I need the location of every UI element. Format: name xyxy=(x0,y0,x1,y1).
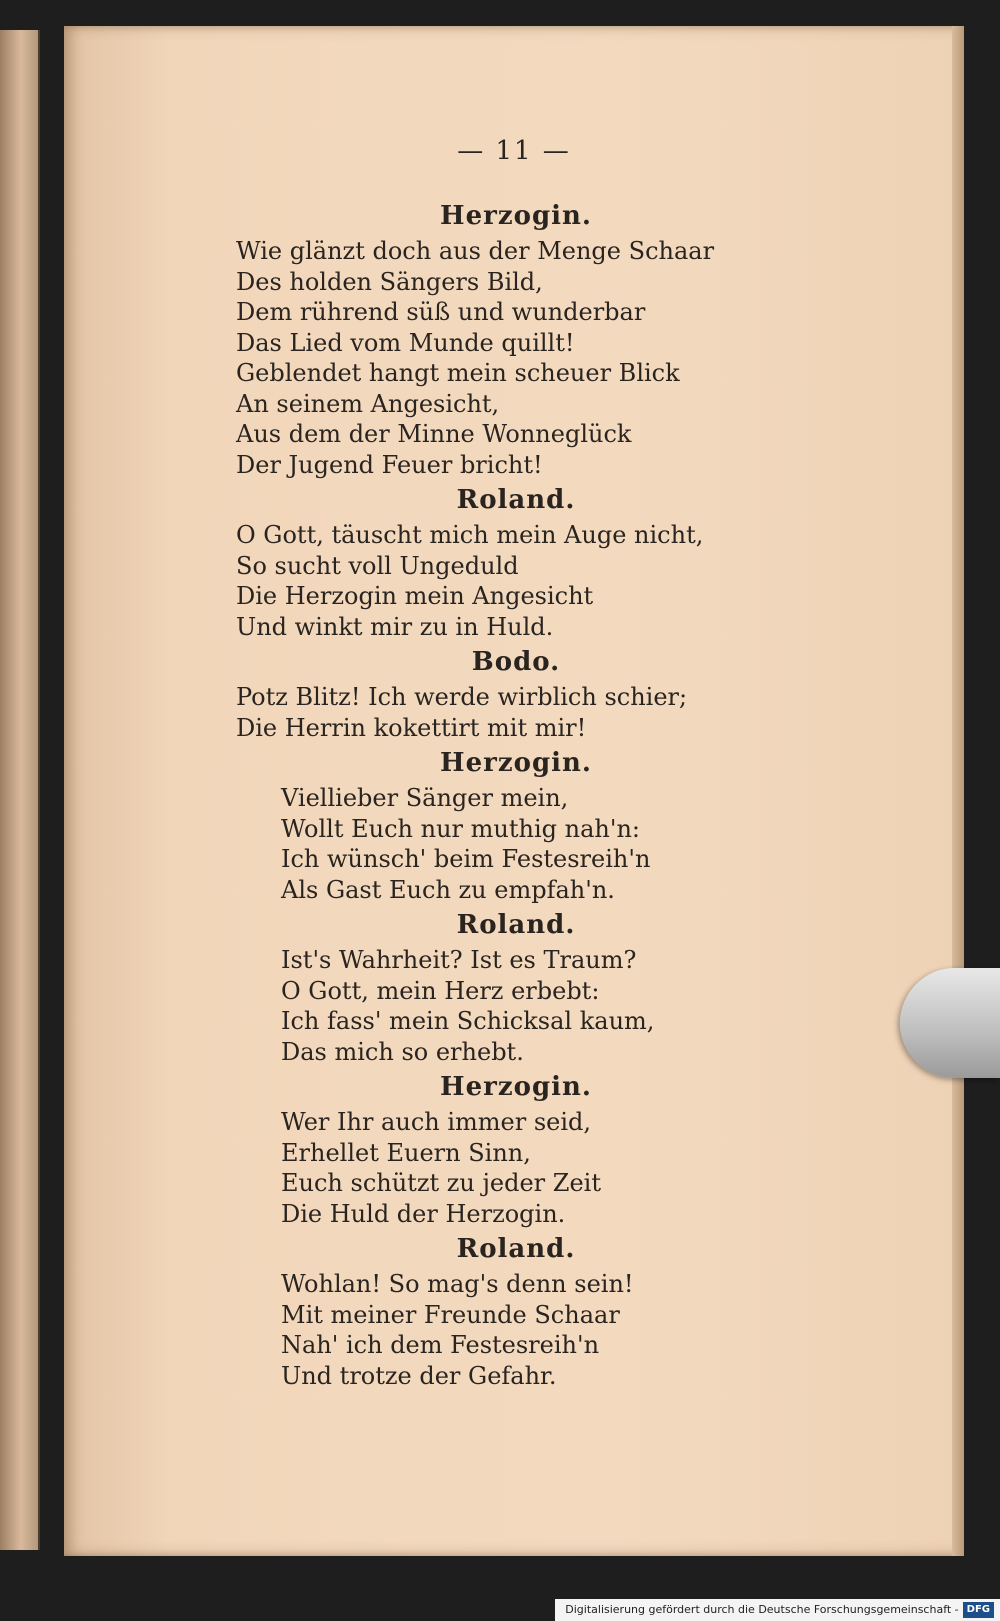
footer-text: Digitalisierung gefördert durch die Deutsche Forschungsgemeinschaft - xyxy=(565,1603,959,1616)
bookmark-tab xyxy=(900,968,1000,1078)
speaker-name: Roland. xyxy=(456,910,576,940)
footer-credit xyxy=(555,1599,1000,1621)
verse-line: Als Gast Euch zu empfah'n. xyxy=(281,875,615,904)
verse-line: Wohlan! So mag's denn sein! xyxy=(281,1270,634,1298)
verse-line: So sucht voll Ungeduld xyxy=(236,551,519,580)
previous-page-edge xyxy=(0,30,40,1550)
speaker-name: Herzogin. xyxy=(440,748,592,778)
verse-line: Ich fass' mein Schicksal kaum, xyxy=(281,1007,655,1035)
speaker-name: Roland. xyxy=(456,485,576,515)
book-page xyxy=(64,26,964,1556)
verse-line: Ich wünsch' beim Festesreih'n xyxy=(281,845,651,873)
verse-line: Des holden Sängers Bild, xyxy=(236,267,543,296)
speaker-name: Roland. xyxy=(456,1234,576,1264)
verse-line: Erhellet Euern Sinn, xyxy=(281,1138,531,1167)
verse-line: Wollt Euch nur muthig nah'n: xyxy=(281,814,640,843)
verse-line: Und trotze der Gefahr. xyxy=(281,1361,557,1390)
verse-line: An seinem Angesicht, xyxy=(236,389,500,418)
verse-line: Die Herrin kokettirt mit mir! xyxy=(236,713,587,742)
verse-line: Nah' ich dem Festesreih'n xyxy=(281,1331,600,1359)
verse-line: Geblendet hangt mein scheuer Blick xyxy=(236,359,680,387)
verse-line: Der Jugend Feuer bricht! xyxy=(236,450,543,479)
speaker-name: Bodo. xyxy=(471,647,561,677)
verse-line: Wer Ihr auch immer seid, xyxy=(281,1108,592,1136)
verse-line: O Gott, mein Herz erbebt: xyxy=(281,976,600,1005)
verse-line: Das mich so erhebt. xyxy=(281,1037,524,1066)
verse-line: Viellieber Sänger mein, xyxy=(281,784,569,812)
verse-line: Dem rührend süß und wunderbar xyxy=(236,298,646,326)
verse-line: Und winkt mir zu in Huld. xyxy=(236,612,554,641)
verse-line: Potz Blitz! Ich werde wirblich schier; xyxy=(236,683,688,711)
speaker-name: Herzogin. xyxy=(440,1072,592,1102)
verse-line: Das Lied vom Munde quillt! xyxy=(236,328,575,357)
verse-line: Die Herzogin mein Angesicht xyxy=(236,582,594,610)
verse-line: Ist's Wahrheit? Ist es Traum? xyxy=(281,946,637,974)
verse-line: O Gott, täuscht mich mein Auge nicht, xyxy=(236,521,704,549)
verse-line: Mit meiner Freunde Schaar xyxy=(281,1300,620,1329)
dfg-logo: DFG xyxy=(963,1602,994,1618)
verse-line: Euch schützt zu jeder Zeit xyxy=(281,1169,601,1197)
verse-line: Die Huld der Herzogin. xyxy=(281,1199,566,1228)
verse-line: Wie glänzt doch aus der Menge Schaar xyxy=(236,237,715,265)
page-number: — 11 — xyxy=(457,136,571,166)
page-edge xyxy=(952,26,964,1556)
speaker-name: Herzogin. xyxy=(440,201,592,231)
verse-text xyxy=(236,196,796,1391)
verse-line: Aus dem der Minne Wonneglück xyxy=(236,420,632,448)
